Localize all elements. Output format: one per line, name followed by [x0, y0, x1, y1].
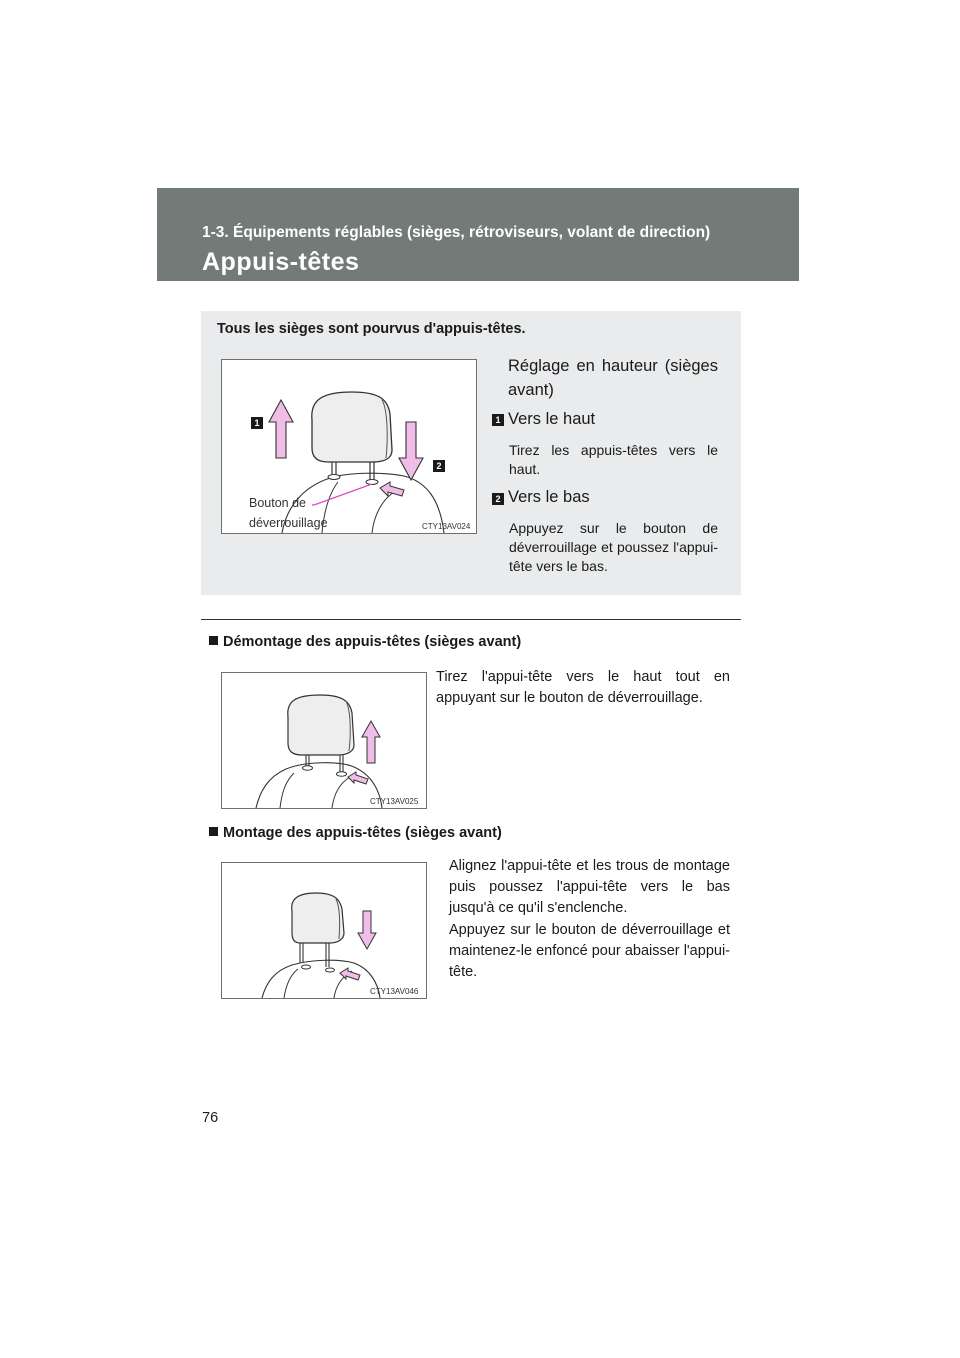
section-divider — [201, 619, 741, 620]
subheading-line-2: avant) — [508, 381, 554, 399]
subheading-line-1: Réglage en hauteur (sièges — [508, 357, 718, 375]
intro-text: Tous les sièges sont pourvus d'appuis-têtes. — [217, 321, 526, 337]
step-1-heading: Vers le haut — [508, 410, 596, 428]
step-1-number: 1 — [492, 414, 504, 426]
square-bullet-icon — [209, 636, 218, 645]
figure-height-adjust — [221, 359, 477, 534]
step-1-body: Tirez les appuis-têtes vers le haut. — [509, 442, 718, 477]
step-2-heading: Vers le bas — [508, 488, 590, 506]
figure-removal — [221, 672, 427, 809]
callout-line-1: Bouton de — [249, 496, 306, 510]
figure-badge-2: 2 — [433, 460, 445, 472]
callout-line-2: déverrouillage — [249, 516, 328, 530]
removal-illustration — [222, 673, 426, 808]
figure-badge-1: 1 — [251, 417, 263, 429]
installation-paragraph-1: Alignez l'appui-tête et les trous de montage puis poussez l'appui-tête vers le bas jusqu'à ce qu'il s'enclenche. — [449, 858, 730, 916]
installation-heading-text: Montage des appuis-têtes (sièges avant) — [223, 825, 502, 841]
figure-code: CTY13AV024 — [422, 522, 471, 531]
removal-heading — [209, 634, 521, 650]
step-2-body: Appuyez sur le bouton de déverrouillage et poussez l'appui-tête vers le bas. — [509, 520, 718, 574]
installation-figure-code: CTY13AV046 — [370, 987, 419, 996]
square-bullet-icon — [209, 827, 218, 836]
installation-illustration — [222, 863, 426, 998]
page-title: Appuis-têtes — [202, 248, 360, 276]
height-adjust-heading — [508, 354, 718, 402]
installation-heading — [209, 825, 502, 841]
removal-heading-text: Démontage des appuis-têtes (sièges avant) — [223, 634, 522, 650]
removal-figure-code: CTY13AV025 — [370, 797, 419, 806]
release-button-callout — [249, 495, 328, 532]
step-2-number: 2 — [492, 493, 504, 505]
page-number: 76 — [202, 1110, 219, 1126]
figure-installation — [221, 862, 427, 999]
installation-paragraph-2: Appuyez sur le bouton de déverrouillage et maintenez-le enfoncé pour abaisser l'appui-tête. — [449, 922, 730, 980]
removal-text: Tirez l'appui-tête vers le haut tout en appuyant sur le bouton de déverrouillage. — [436, 669, 730, 706]
section-title: 1-3. Équipements réglables (sièges, rétroviseurs, volant de direction) — [202, 224, 711, 241]
